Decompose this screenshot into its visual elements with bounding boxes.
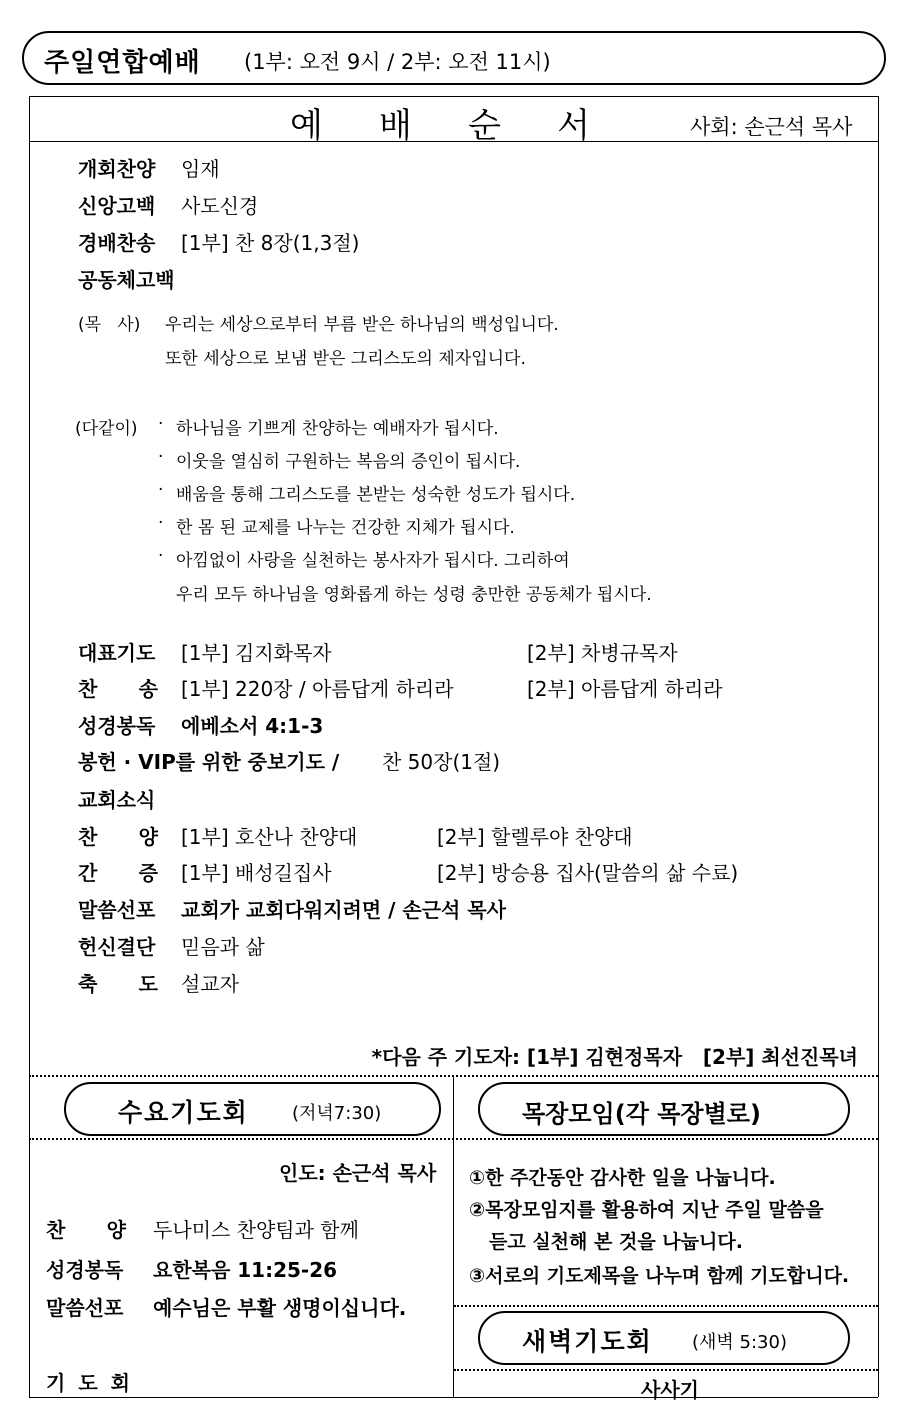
- bullet: ·: [158, 480, 164, 500]
- dedication-label: 헌신결단: [78, 935, 156, 959]
- service-header: [22, 31, 886, 85]
- hymn-second: [2부] 아름답게 하리라: [527, 677, 723, 701]
- wednesday-leader: 인도: 손근석 목사: [279, 1161, 437, 1185]
- hymn-label: 찬 송: [78, 677, 158, 701]
- order-title-char: 예: [290, 106, 323, 146]
- item-label: 경배찬송: [78, 231, 156, 255]
- confession-line: 배움을 통해 그리스도를 본받는 성숙한 성도가 됩시다.: [176, 485, 576, 505]
- sermon-value: 교회가 교회다워지려면 / 손근석 목사: [181, 898, 506, 922]
- wednesday-prayer-meeting: 기 도 회: [46, 1371, 130, 1395]
- bullet: ·: [158, 447, 164, 467]
- title-divider: [29, 141, 878, 142]
- item-label: 공동체고백: [78, 268, 175, 292]
- confession-line: 한 몸 된 교제를 나누는 건강한 지체가 됩시다.: [176, 518, 515, 538]
- bullet: ·: [158, 546, 164, 566]
- wednesday-item-label: 성경봉독: [46, 1258, 124, 1282]
- cell-header: [478, 1082, 850, 1136]
- wednesday-time: (저녁7:30): [292, 1103, 382, 1124]
- bullet: ·: [158, 414, 164, 434]
- next-week-prayers: *다음 주 기도자: [1부] 김현정목자 [2부] 최선진목녀: [371, 1045, 858, 1069]
- confession-line: 또한 세상으로 보냄 받은 그리스도의 제자입니다.: [165, 349, 526, 369]
- confession-all-label: (다같이): [75, 419, 138, 439]
- item-value: 사도신경: [181, 194, 259, 218]
- confession-line: 이웃을 열심히 구원하는 복음의 증인이 됩시다.: [176, 452, 521, 472]
- news-label: 교회소식: [78, 788, 156, 812]
- prayer-second: [2부] 차병규목자: [527, 641, 678, 665]
- dawn-header: [478, 1311, 850, 1365]
- testimony-first: [1부] 배성길집사: [181, 861, 332, 885]
- wednesday-item-value: 두나미스 찬양팀과 함께: [153, 1218, 359, 1242]
- hymn-first: [1부] 220장 / 아름답게 하리라: [181, 677, 454, 701]
- confession-pastor-label: (목 사): [78, 315, 141, 335]
- confession-line: 우리는 세상으로부터 부름 받은 하나님의 백성입니다.: [165, 315, 559, 335]
- benediction-label: 축 도: [78, 972, 158, 996]
- bullet: ·: [158, 513, 164, 533]
- bottom-border: [29, 1397, 878, 1398]
- testimony-second: [2부] 방승용 집사(말씀의 삶 수료): [437, 861, 739, 885]
- dawn-time: (새벽 5:30): [692, 1332, 787, 1353]
- wednesday-header: [64, 1082, 441, 1136]
- offering-value: 찬 50장(1절): [382, 750, 501, 774]
- offering-label: 봉헌 · VIP를 위한 중보기도 /: [78, 750, 340, 774]
- confession-line: 우리 모두 하나님을 영화롭게 하는 성령 충만한 공동체가 됩시다.: [176, 585, 652, 605]
- cell-line: ②목장모임지를 활용하여 지난 주일 말씀을: [469, 1199, 824, 1221]
- dawn-footer: 사사기: [641, 1378, 699, 1402]
- wednesday-item-value: 요한복음 11:25-26: [153, 1258, 338, 1282]
- prayer-first: [1부] 김지화목자: [181, 641, 332, 665]
- section-divider: [454, 1369, 878, 1371]
- order-title-char: 서: [557, 106, 590, 146]
- order-title: [290, 98, 590, 146]
- choir-first: [1부] 호산나 찬양대: [181, 825, 358, 849]
- wednesday-item-label: 말씀선포: [46, 1296, 124, 1320]
- service-times: (1부: 오전 9시 / 2부: 오전 11시): [244, 50, 551, 74]
- scripture-value: 에베소서 4:1-3: [181, 714, 324, 738]
- item-label: 개회찬양: [78, 157, 156, 181]
- choir-label: 찬 양: [78, 825, 158, 849]
- dawn-title: 새벽기도회: [522, 1327, 653, 1356]
- scripture-label: 성경봉독: [78, 714, 156, 738]
- prayer-label: 대표기도: [78, 641, 156, 665]
- cell-line: ①한 주간동안 감사한 일을 나눕니다.: [469, 1167, 776, 1189]
- dedication-value: 믿음과 삶: [181, 935, 265, 959]
- cell-title: 목장모임(각 목장별로): [522, 1100, 761, 1128]
- item-label: 신앙고백: [78, 194, 156, 218]
- sermon-label: 말씀선포: [78, 898, 156, 922]
- wednesday-item-label: 찬 양: [46, 1218, 126, 1242]
- cell-line: 듣고 실천해 본 것을 나눕니다.: [489, 1231, 743, 1253]
- benediction-value: 설교자: [181, 972, 239, 996]
- testimony-label: 간 증: [78, 861, 158, 885]
- presider: 사회: 손근석 목사: [690, 115, 853, 139]
- confession-line: 하나님을 기쁘게 찬양하는 예배자가 됩시다.: [176, 419, 499, 439]
- item-value: [1부] 찬 8장(1,3절): [181, 231, 360, 255]
- column-divider: [453, 1076, 454, 1398]
- section-divider: [454, 1305, 878, 1307]
- item-value: 임재: [181, 157, 220, 181]
- cell-line: ③서로의 기도제목을 나누며 함께 기도합니다.: [469, 1265, 850, 1287]
- choir-second: [2부] 할렐루야 찬양대: [437, 825, 633, 849]
- wednesday-item-value: 예수님은 부활 생명이십니다.: [153, 1296, 407, 1320]
- confession-line: 아낌없이 사랑을 실천하는 봉사자가 됩시다. 그리하여: [176, 551, 570, 571]
- order-title-char: 순: [468, 106, 501, 146]
- section-divider: [29, 1138, 878, 1140]
- service-title: 주일연합예배: [44, 48, 201, 78]
- order-title-char: 배: [379, 106, 412, 146]
- wednesday-title: 수요기도회: [118, 1098, 249, 1127]
